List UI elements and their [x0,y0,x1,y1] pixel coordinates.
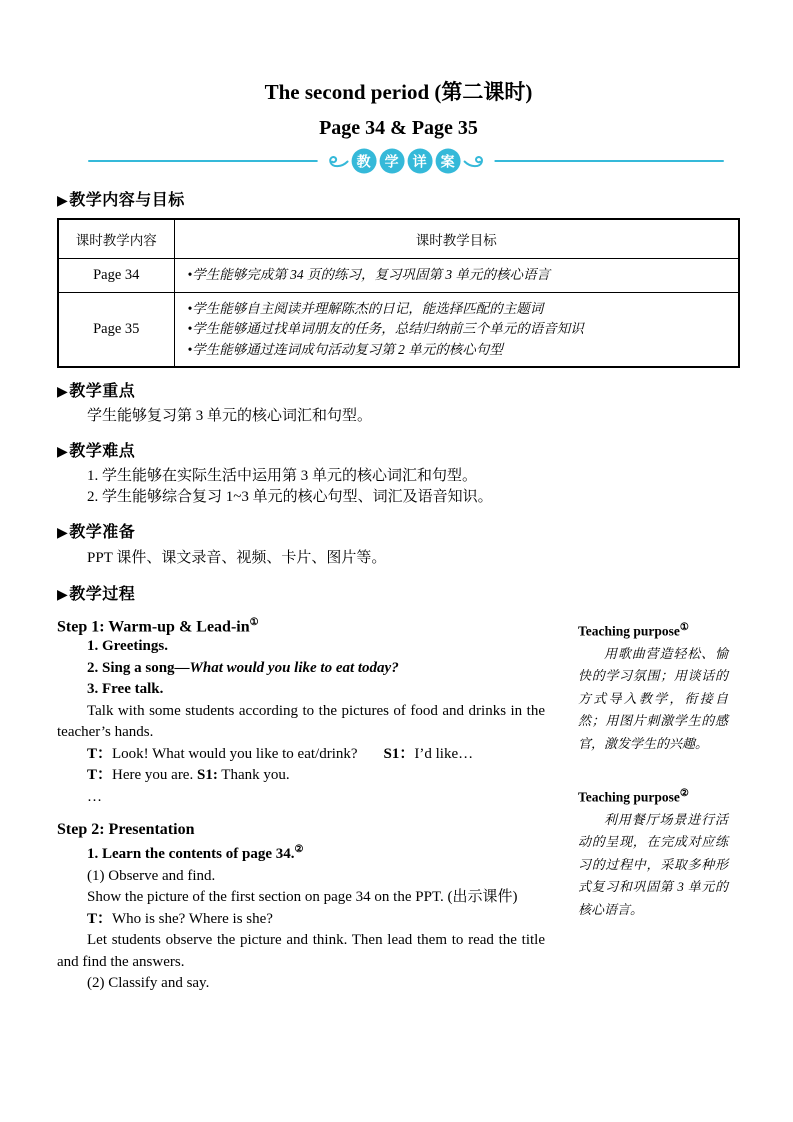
section-heading-difficulties [57,438,740,461]
teacher-label: T： [87,910,113,927]
note-heading-text: Teaching purpose [578,623,680,639]
table-row [58,259,739,293]
badge-char: 详 [407,149,432,174]
marker-triangle-icon: ▶ [57,586,69,602]
doc-title: The second period (第二课时) [264,80,533,104]
cell-goals-page-35 [174,292,739,367]
step2-item-text: 1. Learn the contents of page 34. [87,846,295,863]
step1-heading [57,617,545,636]
badge-char: 案 [435,149,460,174]
note-heading [578,622,728,640]
teaching-steps [57,617,545,995]
goal-line: •学生能够完成第 34 页的练习，复习巩固第 3 单元的核心语言 [187,267,550,282]
section-title: 教学重点 [69,383,136,400]
teaching-purpose-note-2 [578,788,728,921]
table-header-goal: 课时教学目标 [174,219,739,259]
note-text: 用歌曲营造轻松、愉快的学习氛围；用谈话的方式导入教学，衔接自然；用图片刺激学生的感官，激发学生的兴趣。 [578,645,728,751]
table-row [58,292,739,367]
difficulty-item: 1. 学生能够在实际生活中运用第 3 单元的核心词汇和句型。 [87,467,478,484]
dialogue-line-3 [57,909,545,931]
badge-char: 学 [379,149,404,174]
step2-paragraph-observe: Let students observe the picture and think. Then lead them to read the title and find the answers. [57,932,545,970]
section-title: 教学内容与目标 [69,192,185,209]
badge-char: 教 [351,149,376,174]
teacher-text: Here you are. [112,767,197,784]
step2-sub-classify: (2) Classify and say. [87,975,210,992]
section-title: 教学难点 [69,442,136,460]
teacher-text: Look! What would you like to eat/drink? [112,745,358,762]
step2-item-learn [57,839,545,866]
section-title: 教学准备 [69,523,136,541]
cell-goals-page-34 [174,259,739,293]
swirl-left-icon [322,153,348,169]
table-header-row [58,219,739,259]
note-heading-text: Teaching purpose [578,789,680,805]
marker-triangle-icon: ▶ [57,442,69,459]
marker-triangle-icon: ▶ [57,383,69,399]
step1-item-song [57,658,545,680]
step1-item-greetings: 1. Greetings. [87,638,168,655]
student-text: Thank you. [217,767,290,784]
dialogue-line-1 [57,744,545,766]
footnote-marker-1: ① [249,617,259,628]
section-heading-preparation [57,519,740,542]
marker-triangle-icon: ▶ [57,523,69,540]
cell-page-34: Page 34 [58,259,174,293]
song-title: What would you like to eat today? [189,659,399,676]
note-heading [578,788,728,806]
step1-item-free-talk: 3. Free talk. [87,681,164,698]
footnote-marker-1: ① [679,622,689,633]
section-title: 教学过程 [69,586,136,603]
section-heading-goals [57,187,740,210]
goal-line: •学生能够通过找单词朋友的任务，总结归纳前三个单元的语音知识 [187,321,584,336]
ornament-divider [57,145,740,177]
goal-line: •学生能够通过连词成句活动复习第 2 单元的核心句型 [187,341,503,357]
goal-line: •学生能够自主阅读并理解陈杰的日记，能选择匹配的主题词 [187,300,544,316]
song-label: 2. Sing a song— [87,659,190,676]
teacher-label: T： [87,767,113,784]
swirl-right-icon [463,153,489,169]
student-label: S1: [196,767,218,784]
footnote-marker-2: ② [294,844,304,856]
doc-subtitle: Page 34 & Page 35 [319,117,478,139]
table-header-content: 课时教学内容 [58,219,174,259]
preparation-body: PPT 课件、课文录音、视频、卡片、图片等。 [87,549,387,566]
difficulty-item: 2. 学生能够综合复习 1~3 单元的核心句型、词汇及语音知识。 [87,489,493,505]
lesson-plan-badge [317,149,494,174]
cell-page-35: Page 35 [58,292,174,367]
ellipsis-line: … [87,788,102,805]
step2-sub-observe: (1) Observe and find. [87,867,216,884]
step1-heading-text: Step 1: Warm-up & Lead-in [57,618,250,636]
section-heading-process [57,581,740,604]
student-label: S1： [383,745,415,762]
dialogue-line-2 [57,765,545,787]
marker-triangle-icon: ▶ [57,192,69,208]
student-text: I’d like… [414,745,474,762]
step2-paragraph-ppt: Show the picture of the first section on page 34 on the PPT. (出示课件) [87,889,518,906]
section-heading-key-points [57,378,740,401]
footnote-marker-2: ② [679,788,689,799]
key-points-body: 学生能够复习第 3 单元的核心词汇和句型。 [87,408,373,424]
teacher-text: Who is she? Where is she? [112,910,273,927]
teacher-label: T： [87,745,113,762]
step2-heading: Step 2: Presentation [57,821,195,839]
note-text: 利用餐厅场景进行活动的呈现，在完成对应练习的过程中，采取多种形式复习和巩固第 3 单元的核心语言。 [578,811,728,917]
goals-table [57,218,740,368]
teaching-purpose-note-1 [578,622,728,755]
step1-paragraph: Talk with some students according to the pictures of food and drinks in the teacher’s hands. [57,702,545,741]
